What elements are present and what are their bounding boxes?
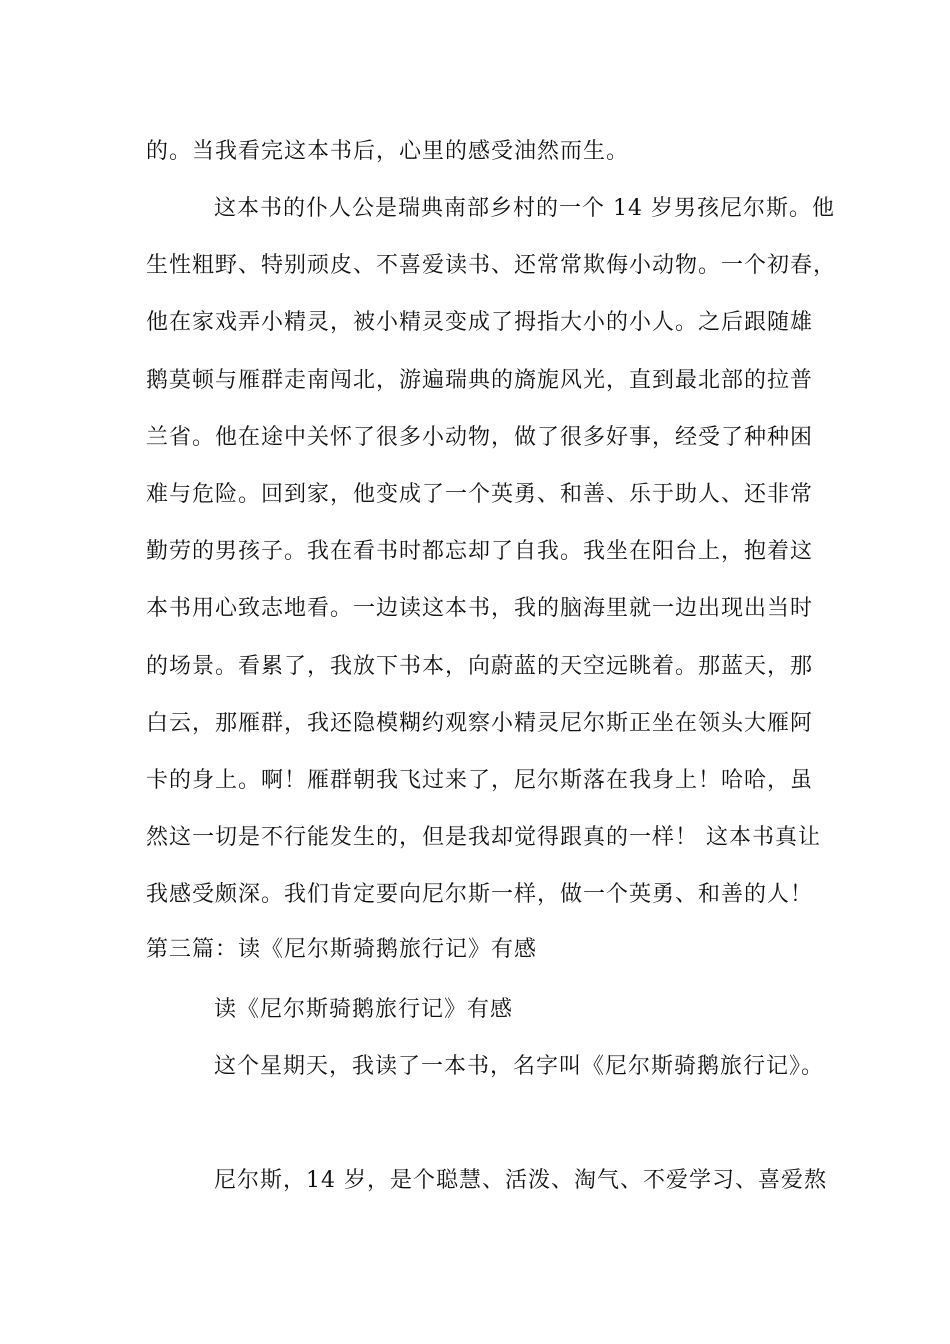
text-line: 尼尔斯，14 岁，是个聪慧、活泼、淘气、不爱学习、喜爱熬 bbox=[214, 1168, 827, 1193]
text-line: 然这一切是不行能发生的，但是我却觉得跟真的一样！ 这本书真让 bbox=[146, 825, 821, 850]
text-line: 难与危险。回到家，他变成了一个英勇、和善、乐于助人、还非常 bbox=[146, 482, 814, 507]
text-line: 生性粗野、特别顽皮、不喜爱读书、还常常欺侮小动物。一个初春， bbox=[146, 253, 837, 278]
text-line: 他在家戏弄小精灵，被小精灵变成了拇指大小的小人。之后跟随雄 bbox=[146, 310, 814, 335]
text-line: 我感受颇深。我们肯定要向尼尔斯一样，做一个英勇、和善的人！ bbox=[146, 882, 814, 907]
text-line: 的场景。看累了，我放下书本，向蔚蓝的天空远眺着。那蓝天，那 bbox=[146, 654, 814, 679]
text-line: 白云，那雁群，我还隐模糊约观察小精灵尼尔斯正坐在领头大雁阿 bbox=[146, 711, 814, 736]
article-title: 读《尼尔斯骑鹅旅行记》有感 bbox=[214, 997, 514, 1022]
text-line: 兰省。他在途中关怀了很多小动物，做了很多好事，经受了种种困 bbox=[146, 425, 814, 450]
text-line: 卡的身上。啊！雁群朝我飞过来了，尼尔斯落在我身上！哈哈，虽 bbox=[146, 768, 814, 793]
text-line: 勤劳的男孩子。我在看书时都忘却了自我。我坐在阳台上，抱着这 bbox=[146, 539, 814, 564]
text-line: 的。当我看完这本书后，心里的感受油然而生。 bbox=[146, 139, 630, 164]
text-line: 本书用心致志地看。一边读这本书，我的脑海里就一边出现出当时 bbox=[146, 596, 814, 621]
text-line: 这本书的仆人公是瑞典南部乡村的一个 14 岁男孩尼尔斯。他 bbox=[214, 196, 835, 221]
text-line: 这个星期天，我读了一本书，名字叫《尼尔斯骑鹅旅行记》。 bbox=[214, 1054, 825, 1079]
section-heading: 第三篇：读《尼尔斯骑鹅旅行记》有感 bbox=[146, 937, 538, 962]
text-line: 鹅莫顿与雁群走南闯北，游遍瑞典的旖旎风光，直到最北部的拉普 bbox=[146, 368, 814, 393]
